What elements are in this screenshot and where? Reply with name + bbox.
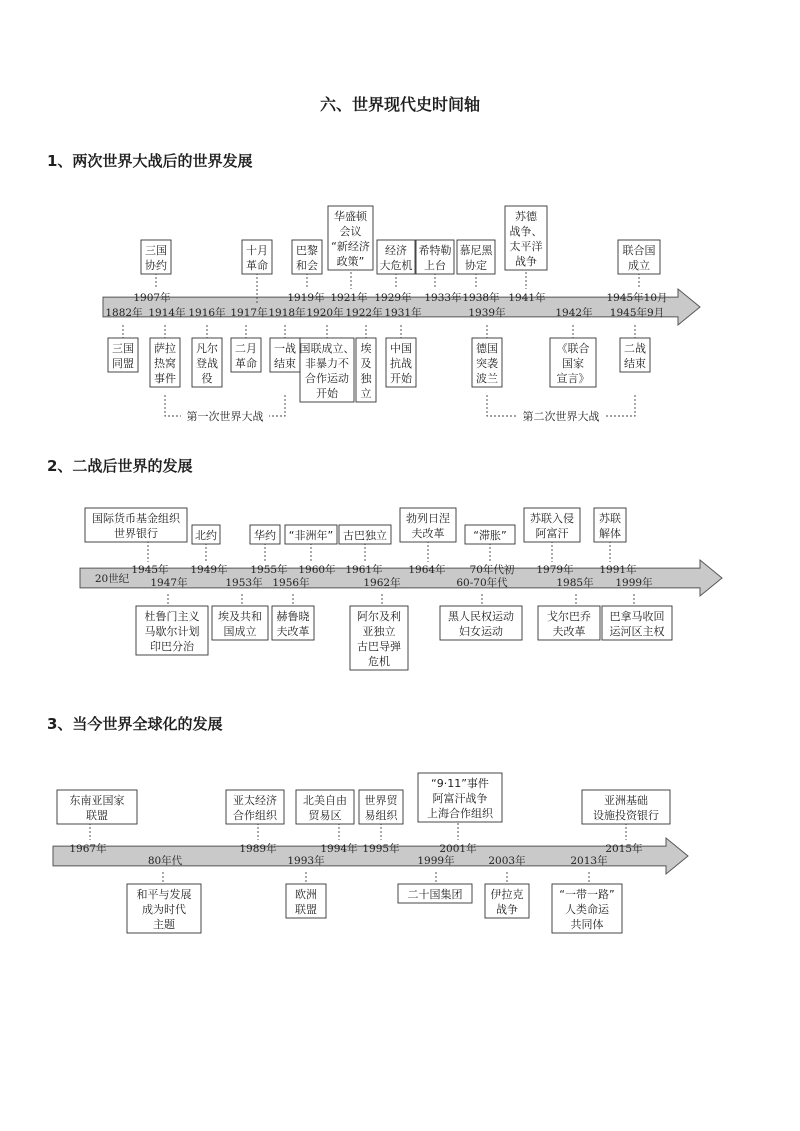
date-label: 1994年 <box>320 843 358 855</box>
event-box <box>505 206 547 270</box>
timeline-2 <box>80 508 722 670</box>
event-text: 赫鲁晓 <box>276 610 310 623</box>
event-text: 热窝 <box>154 357 176 370</box>
date-label: 1939年 <box>468 307 506 319</box>
event-text: 国联成立、 <box>299 342 355 355</box>
era-bracket <box>165 395 285 423</box>
event-text: 北美自由 <box>303 794 347 807</box>
event-text: 结束 <box>274 357 296 370</box>
event-box <box>192 525 220 544</box>
event-text: 和平与发展 <box>136 888 192 901</box>
event-text: 国家 <box>562 357 584 370</box>
event-box <box>231 338 261 372</box>
date-label: 1914年 <box>148 307 186 319</box>
event-box <box>270 338 300 372</box>
date-label: 1945年10月 <box>606 292 668 304</box>
timeline-3 <box>53 773 688 933</box>
date-label: 60-70年代 <box>456 577 508 589</box>
event-text: 政策” <box>336 255 365 268</box>
event-text: 阿尔及利 <box>357 610 401 623</box>
date-label: 1949年 <box>190 564 228 576</box>
date-label: 1922年 <box>345 307 383 319</box>
event-text: 苏联 <box>599 512 621 525</box>
event-text: 易组织 <box>364 809 398 822</box>
event-box <box>85 508 187 542</box>
event-text: “9·11”事件 <box>431 777 489 790</box>
event-text: 埃及共和 <box>218 610 262 623</box>
event-box <box>552 884 622 933</box>
event-text: 人类命运 <box>565 903 609 916</box>
event-box <box>398 884 472 903</box>
event-box <box>108 338 138 372</box>
event-text: 战争、 <box>509 225 543 238</box>
event-box <box>127 884 201 933</box>
date-label: 1933年 <box>424 292 462 304</box>
event-text: “新经济 <box>331 240 370 253</box>
event-box <box>272 606 314 640</box>
event-text: 危机 <box>368 655 390 668</box>
date-label: 1953年 <box>225 577 263 589</box>
event-text: 二月 <box>235 342 257 355</box>
event-text: 一战 <box>274 342 296 355</box>
date-label: 1907年 <box>133 292 171 304</box>
event-box <box>339 525 391 544</box>
event-text: 开始 <box>390 372 412 385</box>
section-3-heading: 3、当今世界全球化的发展 <box>47 715 223 733</box>
event-box <box>300 338 355 402</box>
event-text: 经济 <box>385 244 407 257</box>
event-box <box>465 525 515 544</box>
event-text: 慕尼黑 <box>459 244 493 257</box>
page-title: 六、世界现代史时间轴 <box>319 95 480 114</box>
date-label: 1956年 <box>272 577 310 589</box>
event-text: 亚洲基础 <box>604 794 648 807</box>
event-text: 希特勒 <box>418 244 452 257</box>
bracket-label: 第一次世界大战 <box>186 410 264 423</box>
event-text: 设施投资银行 <box>593 809 659 822</box>
date-label: 1931年 <box>384 307 422 319</box>
event-text: 事件 <box>154 372 176 385</box>
event-text: 协定 <box>465 259 487 272</box>
event-box <box>400 508 456 542</box>
event-text: 宣言》 <box>556 372 590 385</box>
event-text: 阿富汗战争 <box>432 792 488 805</box>
event-box <box>386 338 416 387</box>
event-text: 会议 <box>339 225 362 238</box>
date-label: 1920年 <box>306 307 344 319</box>
date-label: 2013年 <box>570 855 608 867</box>
event-text: “一带一路” <box>559 888 615 901</box>
section-1-heading: 1、两次世界大战后的世界发展 <box>47 152 253 170</box>
event-text: 波兰 <box>476 372 498 385</box>
event-text: 和会 <box>296 259 318 272</box>
event-text: 戈尔巴乔 <box>547 610 591 623</box>
event-text: 苏德 <box>515 210 537 223</box>
event-box <box>350 606 408 670</box>
event-text: 中国 <box>390 342 412 355</box>
event-box <box>582 790 670 824</box>
date-label: 1991年 <box>599 564 637 576</box>
event-text: 共同体 <box>570 918 604 931</box>
event-text: 大危机 <box>379 259 413 272</box>
event-text: 国成立 <box>223 625 257 638</box>
event-text: 解体 <box>599 527 621 540</box>
event-text: 巴黎 <box>296 244 318 257</box>
date-label: 1961年 <box>345 564 383 576</box>
event-text: 阿富汗 <box>535 527 569 540</box>
event-box <box>285 525 337 544</box>
event-text: 亚太经济 <box>233 794 277 807</box>
date-label: 1918年 <box>268 307 306 319</box>
event-text: 北约 <box>195 529 217 542</box>
event-text: 华盛顿 <box>334 210 367 223</box>
event-text: 役 <box>201 372 213 385</box>
event-text: 夫改革 <box>411 527 445 540</box>
event-text: 合作组织 <box>233 809 277 822</box>
event-text: 伊拉克 <box>490 888 524 901</box>
event-box <box>136 606 208 655</box>
event-box <box>150 338 180 387</box>
date-label: 1945年9月 <box>609 307 665 319</box>
event-box <box>418 773 502 822</box>
date-label: 1929年 <box>374 292 412 304</box>
date-label: 1941年 <box>508 292 546 304</box>
event-text: 华约 <box>254 529 276 542</box>
date-label: 80年代 <box>147 855 183 867</box>
event-text: 世界贸 <box>364 794 398 807</box>
era-bracket <box>487 395 635 423</box>
event-text: 成为时代 <box>142 903 186 916</box>
event-text: 十月 <box>246 244 268 257</box>
event-text: 同盟 <box>112 357 134 370</box>
event-text: 合作运动 <box>305 372 349 385</box>
event-text: 夫改革 <box>552 625 586 638</box>
date-label: 2015年 <box>605 843 643 855</box>
date-label: 1921年 <box>330 292 368 304</box>
bracket-label: 第二次世界大战 <box>522 410 600 423</box>
event-text: 杜鲁门主义 <box>144 610 200 623</box>
event-text: 成立 <box>628 259 650 272</box>
event-text: 古巴导弹 <box>357 640 401 653</box>
event-text: 二战 <box>624 342 646 355</box>
event-text: 及 <box>360 357 372 370</box>
date-label: 1995年 <box>362 843 400 855</box>
event-text: 苏联入侵 <box>530 512 574 525</box>
date-label: 1993年 <box>287 855 325 867</box>
event-text: 古巴独立 <box>343 529 387 542</box>
event-text: 二十国集团 <box>407 888 463 901</box>
date-label: 1967年 <box>69 843 107 855</box>
event-text: 凡尔 <box>196 342 218 355</box>
event-box <box>377 240 415 274</box>
event-box <box>226 790 284 824</box>
event-text: 三国 <box>112 342 134 355</box>
event-box <box>440 606 522 640</box>
event-box <box>57 790 137 824</box>
event-box <box>296 790 354 824</box>
event-text: 贸易区 <box>308 809 342 822</box>
event-text: 登战 <box>196 357 218 370</box>
event-text: 开始 <box>316 387 338 400</box>
date-label: 1882年 <box>105 307 143 319</box>
event-text: 欧洲 <box>295 888 317 901</box>
date-label: 1916年 <box>188 307 226 319</box>
date-label: 1979年 <box>536 564 574 576</box>
date-label: 1999年 <box>615 577 653 589</box>
event-text: 主题 <box>153 918 175 931</box>
event-text: 埃 <box>360 342 372 355</box>
event-text: 联盟 <box>295 903 317 916</box>
event-text: 印巴分治 <box>150 640 194 653</box>
event-text: 独 <box>360 372 372 385</box>
event-box <box>286 884 326 918</box>
event-box <box>602 606 672 640</box>
event-text: 《联合 <box>556 342 590 355</box>
event-box <box>141 240 171 274</box>
date-label: 1938年 <box>462 292 500 304</box>
timeline-1 <box>103 206 700 423</box>
date-label: 70年代初 <box>469 564 515 576</box>
event-box <box>457 240 495 274</box>
event-text: 结束 <box>624 357 646 370</box>
date-label: 1947年 <box>150 577 188 589</box>
event-text: 联盟 <box>86 809 108 822</box>
event-text: 夫改革 <box>276 625 310 638</box>
event-box <box>192 338 222 387</box>
event-box <box>292 240 322 274</box>
event-text: 战争 <box>496 903 518 916</box>
event-text: “非洲年” <box>288 529 334 542</box>
event-box <box>359 790 403 824</box>
date-label: 1985年 <box>556 577 594 589</box>
date-label: 1964年 <box>408 564 446 576</box>
event-text: 黑人民权运动 <box>448 610 514 623</box>
event-box <box>328 206 373 270</box>
date-label: 20世纪 <box>94 573 130 585</box>
event-text: 上海合作组织 <box>427 807 493 820</box>
event-box <box>250 525 280 544</box>
date-label: 1945年 <box>131 564 169 576</box>
event-text: 协约 <box>145 259 167 272</box>
date-label: 2003年 <box>488 855 526 867</box>
event-box <box>524 508 580 542</box>
date-label: 1917年 <box>230 307 268 319</box>
event-text: 突袭 <box>476 357 498 370</box>
event-box <box>620 338 650 372</box>
date-label: 1919年 <box>287 292 325 304</box>
event-text: 三国 <box>145 244 167 257</box>
date-label: 1962年 <box>363 577 401 589</box>
event-box <box>242 240 272 274</box>
event-text: 巴拿马收回 <box>609 610 665 623</box>
event-text: 世界银行 <box>114 527 158 540</box>
date-label: 2001年 <box>439 843 477 855</box>
event-text: 萨拉 <box>154 342 176 355</box>
event-box <box>538 606 600 640</box>
event-text: 立 <box>360 387 372 400</box>
event-text: 德国 <box>476 342 498 355</box>
event-text: 马歇尔计划 <box>144 625 200 638</box>
date-label: 1942年 <box>555 307 593 319</box>
event-text: 革命 <box>246 259 268 272</box>
event-box <box>618 240 660 274</box>
event-box <box>485 884 529 918</box>
event-text: 东南亚国家 <box>69 794 125 807</box>
event-text: 妇女运动 <box>459 625 503 638</box>
event-box <box>416 240 454 274</box>
section-2-heading: 2、二战后世界的发展 <box>47 457 193 475</box>
event-text: 太平洋 <box>509 240 543 253</box>
event-box <box>212 606 268 640</box>
date-label: 1955年 <box>250 564 288 576</box>
event-text: 国际货币基金组织 <box>92 512 180 525</box>
event-text: “滞胀” <box>473 529 507 542</box>
event-box <box>356 338 376 402</box>
event-text: 勃列日涅 <box>406 512 450 525</box>
event-text: 战争 <box>515 255 537 268</box>
event-box <box>472 338 502 387</box>
event-text: 非暴力不 <box>305 357 349 370</box>
event-text: 革命 <box>235 357 257 370</box>
event-text: 亚独立 <box>362 625 396 638</box>
event-text: 运河区主权 <box>609 625 665 638</box>
date-label: 1960年 <box>298 564 336 576</box>
event-box <box>594 508 626 542</box>
date-label: 1989年 <box>239 843 277 855</box>
date-label: 1999年 <box>417 855 455 867</box>
event-text: 联合国 <box>622 244 656 257</box>
event-text: 抗战 <box>390 357 412 370</box>
event-box <box>550 338 596 387</box>
event-text: 上台 <box>424 259 446 272</box>
